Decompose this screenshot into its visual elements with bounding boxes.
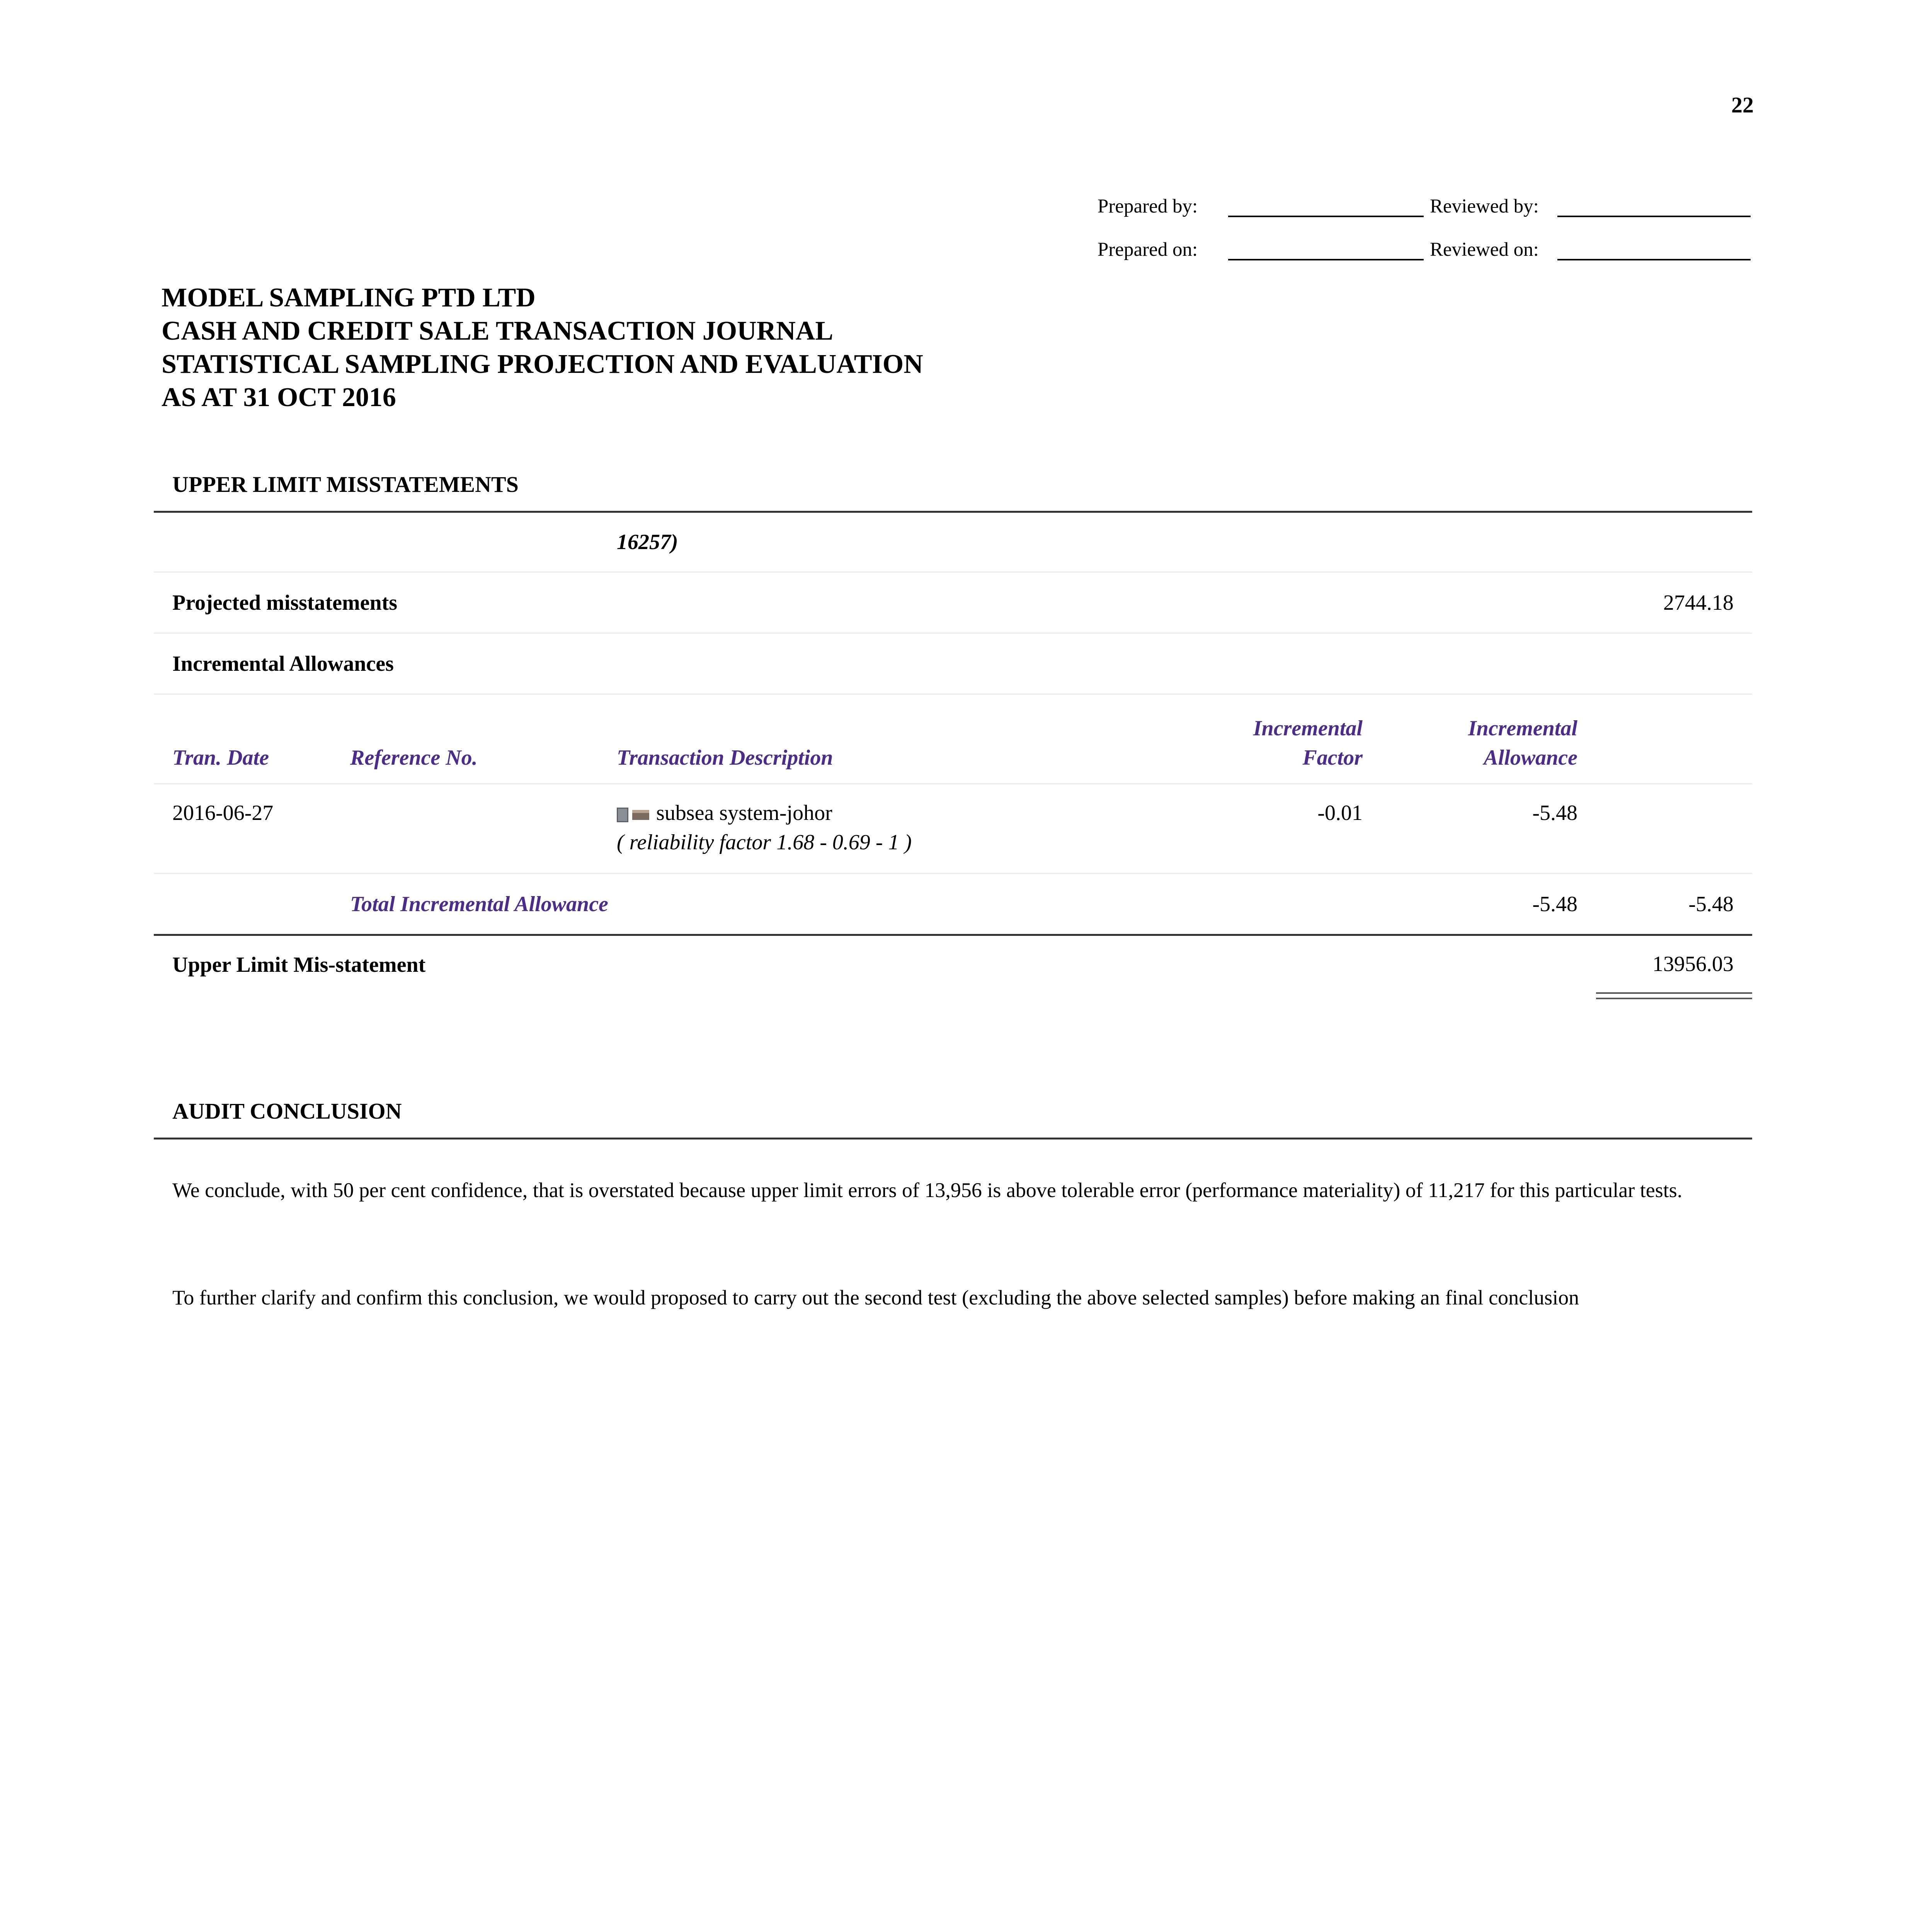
upper-limit-section: [154, 458, 1752, 999]
total-value: -5.48: [1688, 892, 1734, 916]
incremental-row: [154, 634, 1752, 695]
col-tran-date: Tran. Date: [172, 746, 269, 770]
prepared-by-field[interactable]: [1228, 216, 1424, 217]
incremental-label: Incremental Allowances: [172, 651, 394, 676]
col-factor-line1: Incremental: [1253, 716, 1363, 740]
table-header: [154, 695, 1752, 784]
total-allowance: -5.48: [1532, 892, 1577, 916]
col-allowance: [1381, 714, 1596, 772]
prepared-on-label: Prepared on:: [1098, 239, 1198, 260]
audit-conclusion-heading: AUDIT CONCLUSION: [154, 1085, 1752, 1139]
attachment-icon: [632, 810, 649, 820]
prepared-on-field[interactable]: [1228, 259, 1424, 260]
total-label: Total Incremental Allowance: [350, 892, 608, 916]
upper-limit-heading: UPPER LIMIT MISSTATEMENTS: [154, 458, 1752, 513]
company-name: MODEL SAMPLING PTD LTD: [162, 283, 536, 313]
journal-title: CASH AND CREDIT SALE TRANSACTION JOURNAL: [162, 316, 834, 346]
col-allowance-line1: Incremental: [1468, 716, 1577, 740]
total-row: [154, 874, 1752, 936]
row-note: ( reliability factor 1.68 - 0.69 - 1 ): [617, 830, 912, 854]
col-factor-line2: Factor: [1302, 746, 1363, 770]
fragment-row: [154, 513, 1752, 573]
report-date: AS AT 31 OCT 2016: [162, 383, 396, 412]
row-date: 2016-06-27: [172, 801, 274, 825]
ulm-label: Upper Limit Mis-statement: [172, 953, 426, 977]
fragment-text: 16257): [617, 530, 678, 554]
row-allowance: -5.48: [1532, 801, 1577, 825]
conclusion-paragraph-1: We conclude, with 50 per cent confidence, that is overstated because upper limit errors of 13,956 is above tolerable error (performance materiality) of 11,217 for this particular tests.: [172, 1179, 1683, 1202]
projected-value: 2744.18: [1663, 590, 1734, 615]
reviewed-by-field[interactable]: [1557, 216, 1751, 217]
col-reference: Reference No.: [350, 746, 478, 770]
report-subtitle: STATISTICAL SAMPLING PROJECTION AND EVALUATION: [162, 349, 923, 379]
row-description-text: subsea system-johor: [656, 801, 832, 825]
page-number: 22: [1731, 92, 1754, 117]
report-title-block: [162, 281, 923, 414]
reviewed-on-label: Reviewed on:: [1430, 239, 1539, 260]
projected-row: [154, 573, 1752, 634]
col-factor: [1166, 714, 1381, 772]
reviewed-on-field[interactable]: [1557, 259, 1751, 260]
row-reference: [332, 798, 598, 873]
table-row: [154, 784, 1752, 874]
col-allowance-line2: Allowance: [1484, 746, 1577, 770]
reviewed-by-label: Reviewed by:: [1430, 196, 1539, 217]
signoff-block: [1098, 185, 1754, 271]
row-factor: -0.01: [1317, 801, 1363, 825]
document-icon: [617, 808, 628, 822]
projected-label: Projected misstatements: [172, 590, 398, 615]
signoff-row-prepared-on: [1098, 228, 1754, 271]
col-description: Transaction Description: [617, 746, 833, 770]
audit-conclusion-section: [154, 1085, 1752, 1313]
double-underline: [1596, 994, 1752, 999]
conclusion-paragraph-2: To further clarify and confirm this conclusion, we would proposed to carry out the second test (excluding the above selected samples) before making an final conclusion: [172, 1286, 1579, 1309]
ulm-value: 13956.03: [1596, 936, 1752, 994]
row-description: [598, 798, 1166, 873]
signoff-row-prepared-by: [1098, 185, 1754, 228]
prepared-by-label: Prepared by:: [1098, 196, 1198, 217]
ulm-row: [154, 936, 1752, 994]
